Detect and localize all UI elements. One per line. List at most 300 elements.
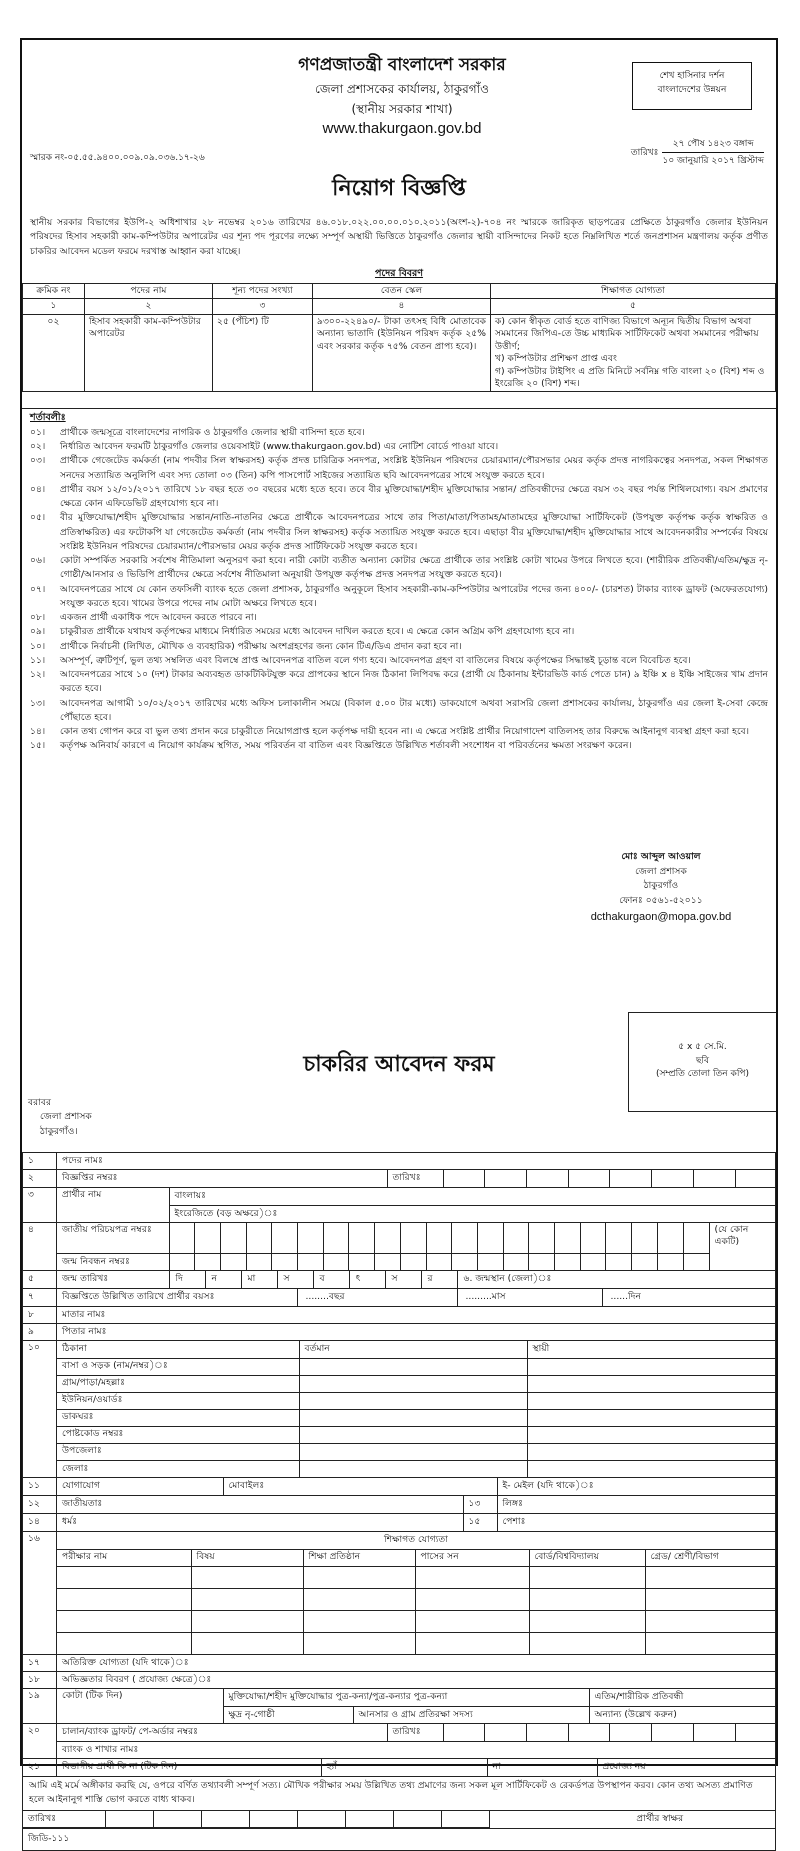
nid-digit-box[interactable]	[683, 1223, 709, 1253]
term-item	[30, 483, 768, 512]
date-digit-box[interactable]	[249, 1811, 297, 1828]
education-cell-input[interactable]	[645, 1632, 775, 1654]
permanent-address-input[interactable]	[527, 1375, 775, 1392]
date-digit-box[interactable]	[693, 1724, 735, 1741]
form-row-declaration	[23, 1777, 776, 1811]
qualification-item: খ) কম্পিউটার প্রশিক্ষণ প্রাপ্ত এবং	[495, 353, 617, 365]
mobile-field[interactable]	[223, 1478, 497, 1495]
education-cell-input[interactable]	[645, 1566, 775, 1588]
dob-digit-box[interactable]: দি	[169, 1271, 205, 1288]
quota-ansar-option[interactable]	[353, 1706, 589, 1723]
photo-size-label: ৫ x ৫ সে.মি.	[678, 1042, 727, 1052]
option-label: মুক্তিযোদ্ধা/শহীদ মুক্তিযোদ্ধার পুত্র-কন্যা/পুত্র-কন্যার পুত্র-কন্যা	[228, 1691, 448, 1703]
education-cell-input[interactable]	[303, 1566, 415, 1588]
row-number: ১১	[23, 1478, 57, 1496]
vision-line: বাংলাদেশের উন্নয়ন	[657, 85, 727, 96]
form-row-id-number	[23, 1223, 776, 1271]
form-row-father-name	[23, 1324, 776, 1341]
nid-digit-box[interactable]	[657, 1223, 683, 1253]
permanent-address-input[interactable]	[527, 1392, 775, 1409]
education-cell-input[interactable]	[303, 1632, 415, 1654]
document-frame	[20, 38, 778, 1845]
form-row-departmental	[23, 1759, 776, 1777]
nid-digit-box[interactable]	[195, 1223, 221, 1253]
form-row-age	[23, 1289, 776, 1307]
signatory-email[interactable]: dcthakurgaon@mopa.gov.bd	[590, 910, 732, 923]
term-item	[30, 554, 768, 583]
nid-digit-box[interactable]	[272, 1223, 298, 1253]
form-row-religion-occupation	[23, 1514, 776, 1532]
column-header: ক্রমিক নং	[23, 284, 85, 299]
term-text: প্রার্থীকে গেজেটেড কর্মকর্তা (নাম পদবীর সিল স্বাক্ষরসহ) কর্তৃক প্রদত্ত চারিত্রিক সনদপত্র, সংশ্লিষ্ট ইউনিয়ন পরিষদের চেয়ারম্যান/পৌরসভার মেয়র কর্তৃক প্রদত্ত নাগরিকত্বের সনদপত্র, সকল শিক্ষাগত সনদের সত্যায়িত অনুলিপি এবং সদ্য তোলা ০৩ (তিন) কপি পাসপোর্ট সাইজের সত্যায়িত ছবি আবেদনপত্রের সাথে সংযুক্ত করতে হবে।	[60, 455, 768, 481]
letterhead	[22, 40, 776, 170]
term-text: আবেদনপত্র আগামী ১০/০২/২০১৭ তারিখের মধ্যে অফিস চলাকালীন সময়ে (বিকাল ৫.০০ টার মধ্যে) ডাকযোগে অথবা সরাসরি জেলা প্রশাসকের কার্যালয়, ঠাকুরগাঁও এর জেলা ই-সেবা কেন্দ্রে পৌঁছাতে হবে।	[60, 697, 768, 723]
address-field-label: ডাকঘরঃ	[57, 1409, 299, 1426]
notice-number-field[interactable]	[57, 1170, 387, 1187]
nid-digit-box[interactable]	[220, 1223, 246, 1253]
education-cell-input[interactable]	[415, 1588, 529, 1610]
terms-list	[30, 426, 768, 754]
present-address-input[interactable]	[299, 1443, 527, 1460]
form-row-code	[23, 1829, 776, 1851]
date-digit-box[interactable]	[443, 1724, 485, 1741]
index-cell: ১	[23, 299, 85, 314]
form-row-address	[23, 1341, 776, 1478]
field-label: ইংরেজিতে (বড় অক্ষরে)ঃ	[174, 1207, 278, 1219]
education-cell-input[interactable]	[645, 1588, 775, 1610]
field-label: জন্ম তারিখঃ	[62, 1273, 109, 1285]
column-header: বেতন স্কেল	[313, 284, 491, 299]
term-number: ১৩।	[30, 697, 46, 709]
row-number: ২০	[23, 1724, 57, 1759]
term-text: একজন প্রার্থী একাধিক পদে আবেদন করতে পারবে না।	[60, 612, 257, 624]
nid-digit-box[interactable]	[169, 1223, 195, 1253]
field-label: মাতার নামঃ	[62, 1308, 106, 1320]
term-text: প্রার্থীকে জন্মসূত্রে বাংলাদেশের নাগরিক ও ঠাকুরগাঁও জেলার স্থায়ী বাসিন্দা হতে হবে।	[60, 426, 365, 438]
education-cell-input[interactable]	[529, 1588, 645, 1610]
addressee-line: জেলা প্রশাসক	[40, 1111, 92, 1123]
column-header: বিষয়	[191, 1549, 303, 1566]
nid-digit-box[interactable]	[555, 1223, 581, 1253]
term-item	[30, 668, 768, 697]
date-label: তারিখঃ	[387, 1724, 443, 1741]
column-header: গ্রেড/ শ্রেণী/বিভাগ	[645, 1549, 775, 1566]
experience-field[interactable]	[57, 1672, 776, 1689]
column-header: শিক্ষাগত যোগ্যতা	[491, 284, 776, 299]
memo-number: স্মারক নং-০৫.৫৫.৯৪০০.০০৯.০৯.০৩৬.১৭-২৬	[30, 153, 205, 163]
permanent-address-input[interactable]	[527, 1460, 775, 1477]
term-text: প্রার্থীর বয়স ১২/০১/২০১৭ তারিখে ১৮ বছর হতে ৩০ বছরের মধ্যে হতে হবে। তবে বীর মুক্তিযোদ্ধা/শহীদ মুক্তিযোদ্ধার সন্তান/ প্রতিবন্ধীদের ক্ষেত্রে বয়স ৩২ বছর পর্যন্ত শিথিলযোগ্য। বয়স প্রমাণের ক্ষেত্রে কোন এফিডেভিট গ্রহণযোগ্য হবে না।	[60, 483, 768, 510]
field-label: জাতীয়তাঃ	[62, 1498, 103, 1510]
photo-label: ছবি	[695, 1055, 710, 1066]
address-row	[57, 1426, 775, 1443]
nid-digit-box[interactable]	[529, 1223, 555, 1253]
birth-reg-digit-box[interactable]	[246, 1253, 272, 1270]
field-label: প্রার্থীর স্বাক্ষর	[636, 1812, 684, 1824]
additional-qualification-field[interactable]	[57, 1655, 776, 1672]
date-digit-box[interactable]	[568, 1724, 610, 1741]
father-name-field[interactable]	[57, 1324, 776, 1341]
index-cell: ২	[85, 299, 213, 314]
birth-reg-digit-box[interactable]	[555, 1253, 581, 1270]
term-text: কর্তৃপক্ষ অনিবার্য কারণে এ নিয়োগ কার্যক্রম স্থগিত, সময় পরিবর্তন বা বাতিল এবং বিজ্ঞপ্তিতে উল্লিখিত শর্তাবলী সংশোধন বা পরিবর্তনের ক্ষমতা সংরক্ষণ করেন।	[60, 740, 632, 752]
departmental-yes-option[interactable]	[321, 1759, 487, 1776]
birth-reg-digit-box[interactable]	[426, 1253, 452, 1270]
date-digit-box[interactable]	[735, 1724, 775, 1741]
permanent-address-input[interactable]	[527, 1443, 775, 1460]
term-item	[30, 611, 768, 625]
signatory-designation: জেলা প্রশাসক	[635, 865, 687, 877]
present-address-header: বর্তমান	[299, 1341, 527, 1358]
dob-digit-box[interactable]: ব	[313, 1271, 349, 1288]
form-row-applicant-name	[23, 1188, 776, 1223]
nationality-field[interactable]	[57, 1496, 463, 1513]
religion-field[interactable]	[57, 1514, 463, 1531]
qualification-cell	[491, 314, 776, 392]
field-label: ই- মেইল (যদি থাকে)ঃ	[502, 1480, 594, 1492]
birth-reg-digit-box[interactable]	[683, 1253, 709, 1270]
nid-digit-box[interactable]	[606, 1223, 632, 1253]
present-address-input[interactable]	[299, 1426, 527, 1443]
education-cell-input[interactable]	[645, 1610, 775, 1632]
nid-digit-box[interactable]	[298, 1223, 324, 1253]
field-label: যোগাযোগ	[62, 1480, 101, 1492]
nid-digit-box[interactable]	[580, 1223, 606, 1253]
dob-digit-box[interactable]: স	[277, 1271, 313, 1288]
education-cell-input[interactable]	[191, 1632, 303, 1654]
nid-digit-box[interactable]	[632, 1223, 658, 1253]
permanent-address-input[interactable]	[527, 1426, 775, 1443]
qualification-item: ক) কোন স্বীকৃত বোর্ড হতে বাণিজ্য বিভাগে অন্যূন দ্বিতীয় বিভাগ অথবা সমমানের জিপিএ-তে উচ্চ মাধ্যমিক সার্টিফিকেট অথবা সমমানের পরীক্ষায় উত্তীর্ণ;	[495, 315, 759, 352]
permanent-address-input[interactable]	[527, 1409, 775, 1426]
education-cell-input[interactable]	[57, 1610, 191, 1632]
field-label: চালান/ব্যাংক ড্রাফট/ পে-অর্ডার নম্বরঃ	[62, 1726, 199, 1738]
photo-note: (সম্প্রতি তোলা তিন কপি)	[655, 1069, 750, 1079]
dob-digit-box[interactable]: মা	[241, 1271, 277, 1288]
table-row	[23, 314, 776, 392]
term-item	[30, 583, 768, 612]
term-number: ০১।	[30, 426, 46, 438]
date-digit-box[interactable]	[652, 1724, 694, 1741]
post-name-field[interactable]	[57, 1153, 776, 1170]
address-field-label: জেলাঃ	[57, 1460, 299, 1477]
nid-digit-box[interactable]	[323, 1223, 349, 1253]
bank-branch-field[interactable]	[57, 1741, 775, 1758]
row-number: ৫	[23, 1271, 57, 1289]
education-cell-input[interactable]	[529, 1610, 645, 1632]
date-digit-box[interactable]	[441, 1811, 489, 1828]
birth-reg-digit-box[interactable]	[452, 1253, 478, 1270]
date-digit-box[interactable]	[153, 1811, 201, 1828]
age-months-field[interactable]	[457, 1289, 602, 1306]
row-number: ১৮	[23, 1672, 57, 1689]
nid-digit-box[interactable]	[477, 1223, 503, 1253]
field-label: ......দিন	[610, 1291, 641, 1303]
quota-freedom-fighter-option[interactable]	[223, 1689, 589, 1706]
application-form-table	[22, 1152, 776, 1851]
date-digit-box[interactable]	[393, 1811, 441, 1828]
permanent-address-header: স্থায়ী	[527, 1341, 775, 1358]
term-number: ০৩।	[30, 455, 46, 467]
row-number: ৭	[23, 1289, 57, 1307]
date-digit-box[interactable]	[526, 1724, 568, 1741]
branch-name: (স্থানীয় সরকার শাখা)	[351, 102, 453, 117]
date-digit-box[interactable]	[652, 1170, 694, 1187]
signatory-district: ঠাকুরগাঁও	[643, 880, 679, 892]
permanent-address-input[interactable]	[527, 1358, 775, 1375]
field-label: পিতার নামঃ	[62, 1325, 107, 1337]
field-label: বিজ্ঞপ্তিতে উল্লিখিত তারিখে প্রার্থীর বয়সঃ	[62, 1291, 215, 1303]
draft-number-field[interactable]	[57, 1724, 387, 1741]
field-label: ধর্মঃ	[62, 1516, 78, 1528]
education-row	[57, 1588, 775, 1610]
form-row-education	[23, 1532, 776, 1655]
signature-field[interactable]	[489, 1811, 775, 1828]
row-number: ১৫	[463, 1514, 497, 1531]
birth-reg-digit-box[interactable]	[606, 1253, 632, 1270]
term-number: ০৮।	[30, 612, 46, 624]
term-number: ১২।	[30, 669, 46, 681]
education-row	[57, 1610, 775, 1632]
option-label: প্রযোজ্য নয়	[602, 1761, 646, 1773]
term-item	[30, 697, 768, 726]
birthplace-field[interactable]: ৬. জন্মস্থান (জেলা)ঃ	[463, 1273, 552, 1285]
notice-intro: স্থানীয় সরকার বিভাগের ইউপি-২ অধিশাখার ২৮ নভেম্বর ২০১৬ তারিখের ৪৬.০১৮.০২২.০০.০০.০১০.২০১১(অংশ-২)-৭০৪ নং স্মারকে জারিকৃত ছাড়পত্রের প্রেক্ষিতে ঠাকুরগাঁও জেলার ইউনিয়ন পরিষদের হিসাব সহকারী কাম-কম্পিউটার অপারেটর এর শূন্য পদ পূরণের লক্ষ্যে সম্পূর্ণ অস্থায়ী ভিত্তিতে ঠাকুরগাঁও জেলার স্থায়ী বাসিন্দাদের নিকট হতে নিম্নলিখিত শর্তে জনপ্রশাসন মন্ত্রণালয় কর্তৃক প্রণীত চাকরির আবেদন মডেল ফরমে দরখাস্ত আহ্বান করা যাচ্ছে।	[30, 217, 768, 257]
post-name-cell: হিসাব সহকারী কাম-কম্পিউটার অপারেটর	[85, 314, 213, 392]
address-row	[57, 1409, 775, 1426]
date-digit-box[interactable]	[568, 1170, 610, 1187]
email-field[interactable]	[497, 1478, 775, 1495]
form-title: চাকরির আবেদন ফরম	[303, 1052, 495, 1077]
nid-digit-box[interactable]	[452, 1223, 478, 1253]
terms-title: শর্তাবলীঃ	[30, 412, 66, 423]
nid-digit-box[interactable]	[503, 1223, 529, 1253]
row-number: ১৪	[23, 1514, 57, 1532]
term-text: বীর মুক্তিযোদ্ধা/শহীদ মুক্তিযোদ্ধার সন্তান/নাতি-নাতনির ক্ষেত্রে প্রার্থীকে আবেদনপত্রের সাথে তার পিতা/মাতা/পিতামহ/মাতামহের মুক্তিযোদ্ধা সার্টিফিকেট (উপযুক্ত কর্তৃপক্ষ কর্তৃক স্বাক্ষরিত ও প্রতিস্বাক্ষরিত) এর ফটোকপি যা গেজেটেড কর্মকর্তা (নাম পদবীর সিল স্বাক্ষরসহ) কর্তৃক সত্যায়িত সংযুক্ত করতে হবে। এছাড়া বীর মুক্তিযোদ্ধা/শহীদ মুক্তিযোদ্ধার সাথে আবেদনকারীর সম্পর্কের বিষয়ে সংশ্লিষ্ট ইউনিয়ন পরিষদের চেয়ারম্যান/পৌরসভার মেয়র কর্তৃক প্রদত্ত সার্টিফিকেট সংযুক্ত করতে হবে।	[60, 512, 768, 552]
vision-line: শেখ হাসিনার দর্শন	[659, 71, 725, 81]
education-cell-input[interactable]	[303, 1610, 415, 1632]
term-number: ০৬।	[30, 555, 46, 567]
issue-date	[631, 138, 764, 167]
column-header: শিক্ষা প্রতিষ্ঠান	[303, 1549, 415, 1566]
date-digit-box[interactable]	[610, 1170, 652, 1187]
declaration-text: আমি এই মর্মে অঙ্গীকার করছি যে, ওপরে বর্ণিত তথ্যাবলী সম্পূর্ণ সত্য। মৌখিক পরীক্ষার সময় উল্লিখিত তথ্য প্রমাণের জন্য সকল মূল সার্টিফিকেট ও রেকর্ডপত্র উপস্থাপন করব। কোন তথ্য অসত্য প্রমাণিত হলে আইনানুগ শাস্তি ভোগ করতে বাধ্য থাকব।	[23, 1777, 776, 1811]
date-digit-box[interactable]	[443, 1170, 485, 1187]
dob-digit-box[interactable]: ৎ	[349, 1271, 385, 1288]
form-row-post-name	[23, 1153, 776, 1170]
education-cell-input[interactable]	[191, 1566, 303, 1588]
term-item	[30, 625, 768, 639]
id-note: (যে কোন একটি)	[709, 1223, 775, 1270]
term-text: নির্ধারিত আবেদন ফরমটি ঠাকুরগাঁও জেলার ওয়েবসাইট (www.thakurgaon.gov.bd) এর নোটিশ বোর্ডে পাওয়া যাবে।	[60, 441, 499, 453]
education-cell-input[interactable]	[529, 1566, 645, 1588]
term-number: ০৭।	[30, 583, 46, 595]
date-digit-box[interactable]	[105, 1811, 153, 1828]
row-number: ২	[23, 1170, 57, 1188]
departmental-na-option[interactable]	[597, 1759, 775, 1776]
education-cell-input[interactable]	[415, 1632, 529, 1654]
form-row-quota	[23, 1689, 776, 1724]
occupation-field[interactable]	[497, 1514, 775, 1531]
address-row	[57, 1460, 775, 1477]
present-address-input[interactable]	[299, 1409, 527, 1426]
field-label: পদের নামঃ	[62, 1154, 103, 1166]
education-cell-input[interactable]	[191, 1610, 303, 1632]
address-row	[57, 1375, 775, 1392]
terms-section	[22, 408, 776, 757]
birth-reg-digit-box[interactable]	[375, 1253, 401, 1270]
date-digit-box[interactable]	[735, 1170, 775, 1187]
signatory-phone: ফোনঃ ০৫৬১-৫২০১১	[619, 895, 703, 907]
address-field-label: ইউনিয়ন/ওয়ার্ডঃ	[57, 1392, 299, 1409]
birth-reg-digit-box[interactable]	[400, 1253, 426, 1270]
name-english-field[interactable]	[169, 1205, 775, 1222]
row-number: ১৩	[463, 1496, 497, 1513]
present-address-input[interactable]	[299, 1460, 527, 1477]
date-digit-box[interactable]	[485, 1724, 527, 1741]
address-field-label: উপজেলাঃ	[57, 1443, 299, 1460]
present-address-input[interactable]	[299, 1375, 527, 1392]
birth-reg-digit-box[interactable]	[220, 1253, 246, 1270]
birth-reg-digit-box[interactable]	[580, 1253, 606, 1270]
dob-digit-box[interactable]: র	[421, 1271, 457, 1288]
index-cell: ৫	[491, 299, 776, 314]
term-text: চাকুরীরত প্রার্থীকে যথাযথ কর্তৃপক্ষের মাধ্যমে নির্ধারিত সময়ের মধ্যে আবেদন দাখিল করতে হবে। এ ক্ষেত্রে কোন অগ্রিম কপি গ্রহণযোগ্য হবে না।	[60, 626, 575, 638]
address-row	[57, 1358, 775, 1375]
address-field-label: পোষ্টকোড নম্বরঃ	[57, 1426, 299, 1443]
field-label: পেশাঃ	[502, 1516, 526, 1528]
present-address-input[interactable]	[299, 1392, 527, 1409]
field-label: বিজ্ঞপ্তির নম্বরঃ	[62, 1172, 118, 1184]
row-number: ৮	[23, 1307, 57, 1324]
date-digit-box[interactable]	[693, 1170, 735, 1187]
education-cell-input[interactable]	[529, 1632, 645, 1654]
education-cell-input[interactable]	[303, 1588, 415, 1610]
term-item	[30, 739, 768, 753]
office-name: জেলা প্রশাসকের কার্যালয়, ঠাকুরগাঁও	[315, 81, 489, 96]
education-cell-input[interactable]	[57, 1588, 191, 1610]
birth-reg-digit-box[interactable]	[529, 1253, 555, 1270]
row-number: ১৬	[23, 1532, 57, 1655]
term-number: ০২।	[30, 441, 46, 453]
birth-reg-digit-box[interactable]	[503, 1253, 529, 1270]
date-digit-box[interactable]	[485, 1170, 527, 1187]
birth-reg-digit-box[interactable]	[477, 1253, 503, 1270]
term-text: আবেদনপত্রের সাথে যে কোন তফসিলী ব্যাংক হতে জেলা প্রশাসক, ঠাকুরগাঁও অনুকূলে হিসাব সহকারী-কাম-কম্পিউটার অপারেটর পদের জন্য ৪০০/- (চারশত) টাকার ব্যাংক ড্রাফট (অফেরতযোগ্য) সংযুক্ত করতে হবে। খামের উপরে পদের নাম মোটা অক্ষরে লিখতে হবে।	[60, 583, 768, 609]
term-text: কোন তথ্য গোপন করে বা ভুল তথ্য প্রদান করে চাকুরীতে নিয়োগপ্রাপ্ত হলে কর্তৃপক্ষ দায়ী হবেন না। এ ক্ষেত্রে সংশ্লিষ্ট প্রার্থীর নিয়োগাদেশ বাতিলসহ তার বিরুদ্ধে আইনানুগ ব্যবস্থা গ্রহণ করা হবে।	[60, 726, 750, 738]
address-row	[57, 1392, 775, 1409]
addressee-block	[28, 1096, 92, 1139]
dob-digit-box[interactable]: ন	[205, 1271, 241, 1288]
notice-title: নিয়োগ বিজ্ঞপ্তি	[332, 176, 466, 201]
name-bangla-field[interactable]	[169, 1188, 775, 1205]
present-address-input[interactable]	[299, 1358, 527, 1375]
birth-reg-digit-box[interactable]	[195, 1253, 221, 1270]
quota-orphan-option[interactable]	[589, 1689, 775, 1706]
row-number: ১৭	[23, 1655, 57, 1672]
address-field-label: গ্রাম/পাড়া/মহল্লাঃ	[57, 1375, 299, 1392]
education-row	[57, 1632, 775, 1654]
term-text: অসম্পূর্ণ, ত্রুটিপূর্ণ, ভুল তথ্য সম্বলিত এবং বিলম্বে প্রাপ্ত আবেদনপত্র বাতিল বলে গণ্য হবে। আবেদনপত্র গ্রহণ বা বাতিলের বিষয়ে কর্তৃপক্ষের সিদ্ধান্তই চূড়ান্ত বলে বিবেচিত হবে।	[60, 654, 691, 666]
education-cell-input[interactable]	[57, 1632, 191, 1654]
addressee-line: বরাবর	[28, 1097, 51, 1108]
column-header: শূন্য পদের সংখ্যা	[213, 284, 313, 299]
term-text: আবেদনপত্রের সাথে ১০ (দশ) টাকার অব্যবহৃত ডাকটিকিটযুক্ত করে প্রাপকের স্থানে নিজ ঠিকানা লিপিবদ্ধ করে (প্রার্থী যে ঠিকানায় ইন্টারভিউ কার্ড পেতে চান) ৯ ইঞ্চি x ৪ ইঞ্চি সাইজের খাম প্রদান করতে হবে।	[60, 669, 768, 695]
term-item	[30, 640, 768, 654]
row-number: ১	[23, 1153, 57, 1170]
birth-reg-digit-box[interactable]	[323, 1253, 349, 1270]
nid-digit-box[interactable]	[246, 1223, 272, 1253]
column-index-row	[23, 299, 776, 314]
nid-digit-box[interactable]	[400, 1223, 426, 1253]
field-label: প্রার্থীর নাম	[57, 1188, 169, 1222]
date-label: তারিখঃ	[23, 1811, 105, 1828]
education-title: শিক্ষাগত যোগ্যতা	[57, 1532, 775, 1549]
education-cell-input[interactable]	[415, 1610, 529, 1632]
date-english: ১০ জানুয়ারি ২০১৭ খ্রিস্টাব্দ	[662, 156, 764, 167]
birth-reg-digit-box[interactable]	[632, 1253, 658, 1270]
row-number: ১০	[23, 1341, 57, 1478]
birth-reg-digit-box[interactable]	[169, 1253, 195, 1270]
birth-reg-digit-box[interactable]	[272, 1253, 298, 1270]
age-days-field[interactable]	[602, 1289, 775, 1306]
education-row	[57, 1566, 775, 1588]
date-digit-box[interactable]	[297, 1811, 345, 1828]
education-cell-input[interactable]	[57, 1566, 191, 1588]
term-item	[30, 725, 768, 739]
quota-other-option[interactable]	[589, 1706, 775, 1723]
gender-field[interactable]	[497, 1496, 775, 1513]
field-label: মোবাইলঃ	[228, 1480, 265, 1492]
departmental-no-option[interactable]	[487, 1759, 597, 1776]
field-label: ব্যাংক ও শাখার নামঃ	[62, 1743, 139, 1755]
vacancies-cell: ২৫ (পঁচিশ) টি	[213, 314, 313, 392]
nid-digit-box[interactable]	[349, 1223, 375, 1253]
index-cell: ৩	[213, 299, 313, 314]
date-digit-box[interactable]	[610, 1724, 652, 1741]
field-label: অভিজ্ঞতার বিবরণ ( প্রযোজ্য ক্ষেত্রে)ঃ	[62, 1673, 212, 1685]
birth-reg-digit-box[interactable]	[349, 1253, 375, 1270]
term-item	[30, 654, 768, 668]
education-cell-input[interactable]	[191, 1588, 303, 1610]
index-cell: ৪	[313, 299, 491, 314]
form-row-contact	[23, 1478, 776, 1496]
birth-reg-digit-box[interactable]	[657, 1253, 683, 1270]
option-label: অন্যান্য (উল্লেখ করুন)	[594, 1708, 677, 1720]
post-details-caption: পদের বিবরণ	[374, 268, 424, 279]
quota-ethnic-option[interactable]	[223, 1706, 353, 1723]
nid-digit-box[interactable]	[375, 1223, 401, 1253]
field-label: জাতীয় পরিচয়পত্র নম্বরঃ	[57, 1223, 169, 1253]
field-label: বাংলায়ঃ	[174, 1190, 207, 1202]
signatory-name: মোঃ আব্দুল আওয়াল	[621, 851, 701, 862]
address-row	[57, 1443, 775, 1460]
form-row-additional-qualification	[23, 1655, 776, 1672]
option-label: ক্ষুদ্র নৃ-গোষ্ঠী	[228, 1708, 275, 1720]
education-cell-input[interactable]	[415, 1566, 529, 1588]
website-link[interactable]: www.thakurgaon.gov.bd	[322, 120, 482, 138]
birth-reg-digit-box[interactable]	[298, 1253, 324, 1270]
date-digit-box[interactable]	[345, 1811, 393, 1828]
mother-name-field[interactable]	[57, 1307, 776, 1324]
nid-digit-box[interactable]	[426, 1223, 452, 1253]
dob-digit-box[interactable]: স	[385, 1271, 421, 1288]
govt-title: গণপ্রজাতন্ত্রী বাংলাদেশ সরকার	[298, 55, 506, 75]
date-digit-box[interactable]	[201, 1811, 249, 1828]
age-years-field[interactable]	[297, 1289, 457, 1306]
post-details-table	[22, 283, 776, 392]
date-digit-box[interactable]	[526, 1170, 568, 1187]
